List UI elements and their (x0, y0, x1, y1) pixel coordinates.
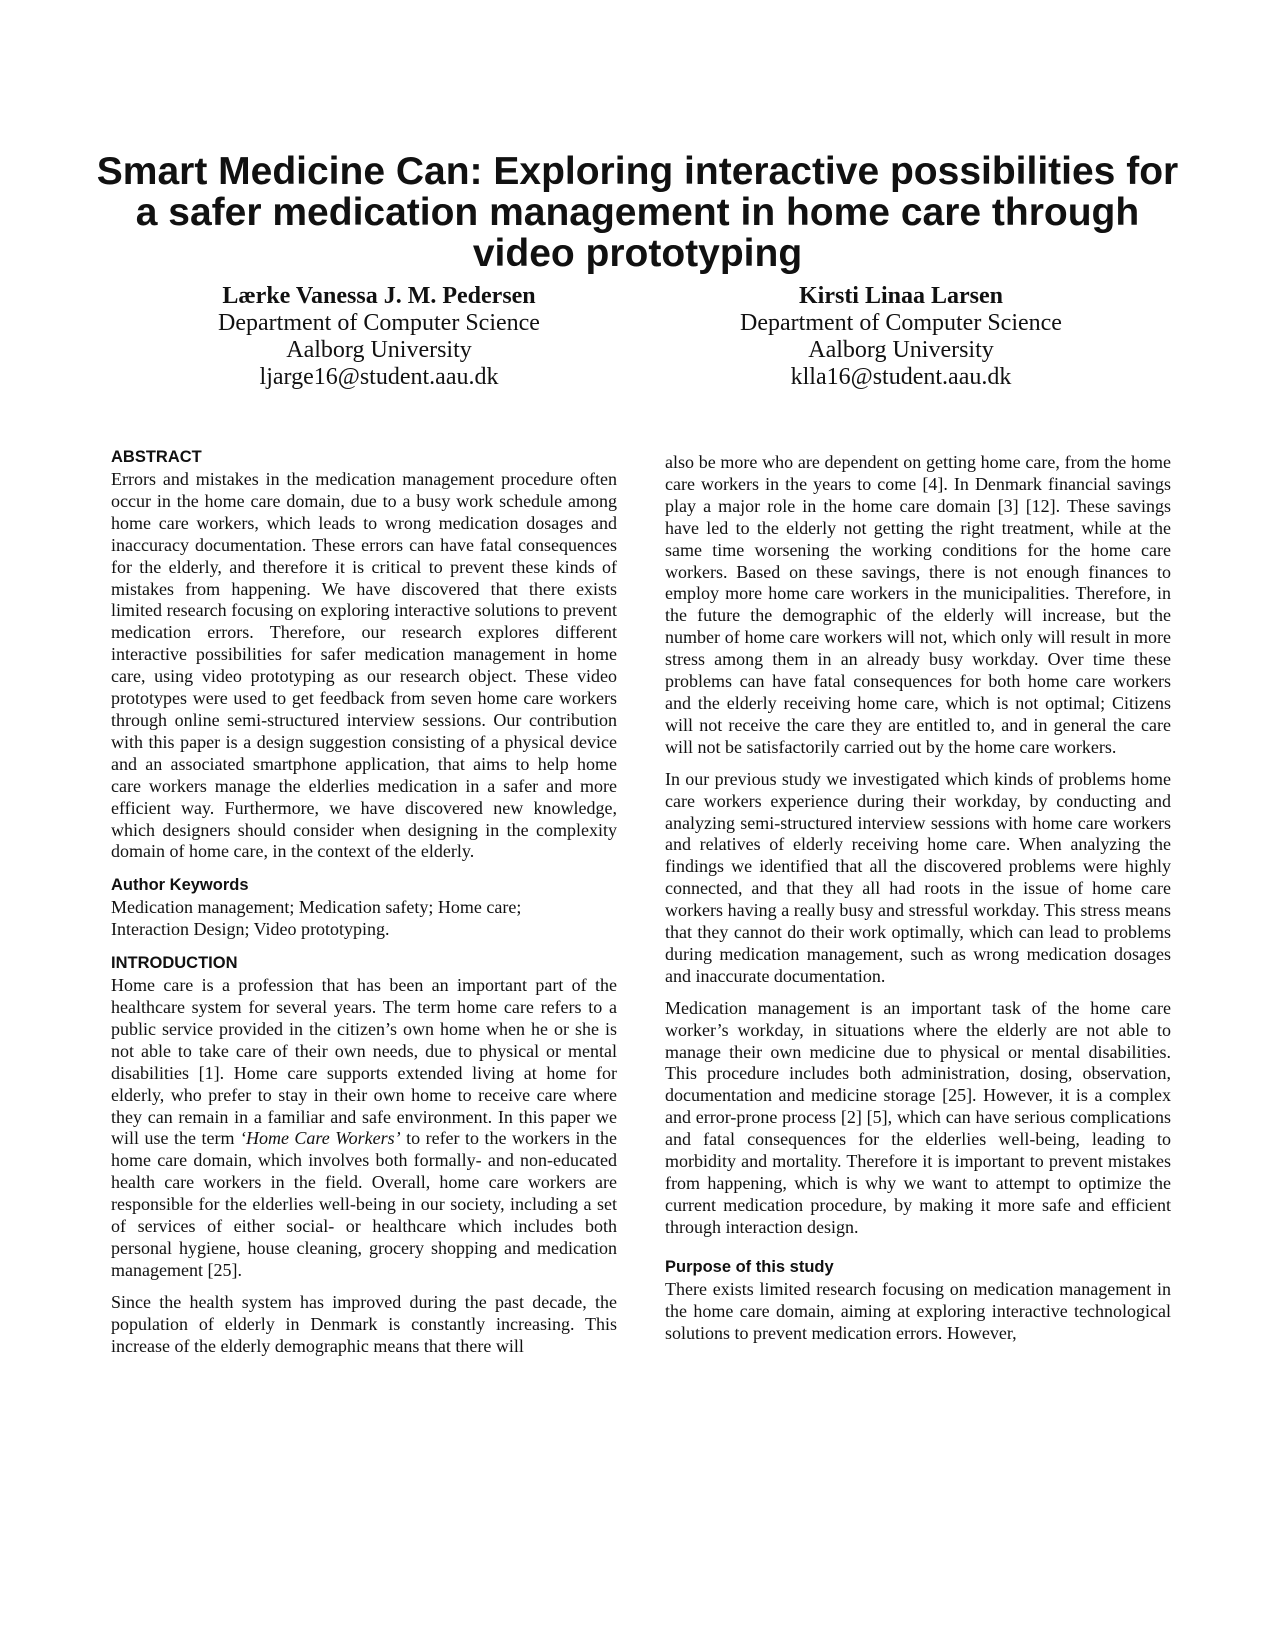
author-department: Department of Computer Science (218, 310, 540, 336)
author-department: Department of Computer Science (740, 310, 1062, 336)
abstract-heading: ABSTRACT (111, 448, 202, 466)
paper-title (80, 151, 1195, 274)
right-column (665, 452, 1171, 1344)
intro-p1-text-a: Home care is a profession that has been an important part of the healthcare system for several years. The term home care refers to a public service provided in the citizen’s own home when he or she is not able to take care of their own needs, due to physical or mental disabilities [1]. Home care supports extended living at home for elderly, who prefer to stay in their own home to receive care where they can remain in a familiar and safe environment. In this paper we will use the term (111, 975, 617, 1149)
keywords-section (111, 875, 617, 941)
abstract-section (111, 447, 617, 863)
title-line-2: a safer medication management in home care through (135, 191, 1140, 234)
introduction-section (111, 953, 617, 1357)
purpose-section (665, 1257, 1171, 1345)
author-block-2 (651, 283, 1151, 391)
intro-p1-term: ‘Home Care Workers’ (239, 1128, 401, 1149)
author-email: klla16@student.aau.dk (790, 364, 1012, 390)
keywords-line-1: Medication management; Medication safety; Home care; (111, 897, 522, 918)
author-email: ljarge16@student.aau.dk (259, 364, 499, 390)
author-block-1 (129, 283, 629, 391)
author-university: Aalborg University (286, 337, 472, 363)
abstract-text: Errors and mistakes in the medication management procedure often occur in the home care domain, due to a busy work schedule among home care workers, which leads to wrong medication dosages and inaccuracy documentation. These errors can have fatal consequences for the elderly, and therefore it is critical to prevent these kinds of mistakes from happening. We have discovered that there exists limited research focusing on exploring interactive solutions to prevent medication errors. Therefore, our research explores different interactive possibilities for safer medication management in home care, using video prototyping as our research object. These video prototypes were used to get feedback from seven home care workers through online semi-structured interview sessions. Our contribution with this paper is a design suggestion consisting of a physical device and an associated smartphone application, that aims to help home care workers manage the elderlies medication in a safer and more efficient way. Furthermore, we have discovered new knowledge, which designers should consider when designing in the complexity domain of home care, in the context of the elderly. (111, 469, 617, 862)
introduction-paragraph-1 (111, 975, 617, 1282)
author-name: Kirsti Linaa Larsen (798, 283, 1003, 309)
purpose-text: There exists limited research focusing on medication management in the home care domain, aiming at exploring interactive technological solutions to prevent medication errors. However, (665, 1278, 1171, 1343)
introduction-paragraph-2: Since the health system has improved during the past decade, the population of elderly in Denmark is constantly increasing. This increase of the elderly demographic means that there will (111, 1291, 617, 1356)
title-line-1: Smart Medicine Can: Exploring interactive possibilities for (96, 150, 1179, 193)
introduction-paragraph-3: also be more who are dependent on getting home care, from the home care workers in the years to come [4]. In Denmark financial savings play a major role in the home care domain [3] [12]. These savings have led to the elderly not getting the right treatment, while at the same time worsening the working conditions for the home care workers. Based on these savings, there is not enough finances to employ more home care workers in the municipalities. Therefore, in the future the demographic of the elderly will increase, but the number of home care workers will not, which only will result in more stress among them in an already busy workday. Over time these problems can have fatal consequences for both home care workers and the elderly receiving home care, which is not optimal; Citizens will not receive the care they are entitled to, and in general the care will not be satisfactorily carried out by the home care workers. (665, 452, 1171, 757)
introduction-paragraph-4: In our previous study we investigated which kinds of problems home care workers experience during their workday, by conducting and analyzing semi-structured interview sessions with home care workers and relatives of elderly receiving home care. When analyzing the findings we identified that all the discovered problems were highly connected, and that they all had roots in the issue of home care workers having a really busy and stressful workday. This stress means that they cannot do their work optimally, which can lead to problems during medication management, such as wrong medication dosages and inaccurate documentation. (665, 768, 1171, 986)
purpose-heading: Purpose of this study (665, 1257, 834, 1276)
left-column (111, 447, 617, 1358)
keywords-text (111, 897, 617, 941)
intro-p1-text-b: to refer to the workers in the home care domain, which involves both formally- and non-educated health care workers in the field. Overall, home care workers are responsible for the elderlies well-being in our society, including a set of services of either social- or healthcare which includes both personal hygiene, house cleaning, grocery shopping and medication management [25]. (111, 1128, 617, 1280)
introduction-paragraph-5: Medication management is an important task of the home care worker’s workday, in situations where the elderly are not able to manage their own medicine due to physical or mental disabilities. This procedure includes both administration, dosing, observation, documentation and medicine storage [25]. However, it is a complex and error-prone process [2] [5], which can have serious complications and fatal consequences for the elderlies well-being, leading to morbidity and mortality. Therefore it is important to prevent mistakes from happening, which is why we want to attempt to optimize the current medication procedure, by making it more safe and efficient through interaction design. (665, 997, 1171, 1237)
author-university: Aalborg University (808, 337, 994, 363)
keywords-heading: Author Keywords (111, 876, 249, 895)
author-name: Lærke Vanessa J. M. Pedersen (222, 283, 536, 309)
introduction-heading: INTRODUCTION (111, 954, 238, 973)
keywords-line-2: Interaction Design; Video prototyping. (111, 919, 390, 940)
title-line-3: video prototyping (472, 232, 803, 275)
